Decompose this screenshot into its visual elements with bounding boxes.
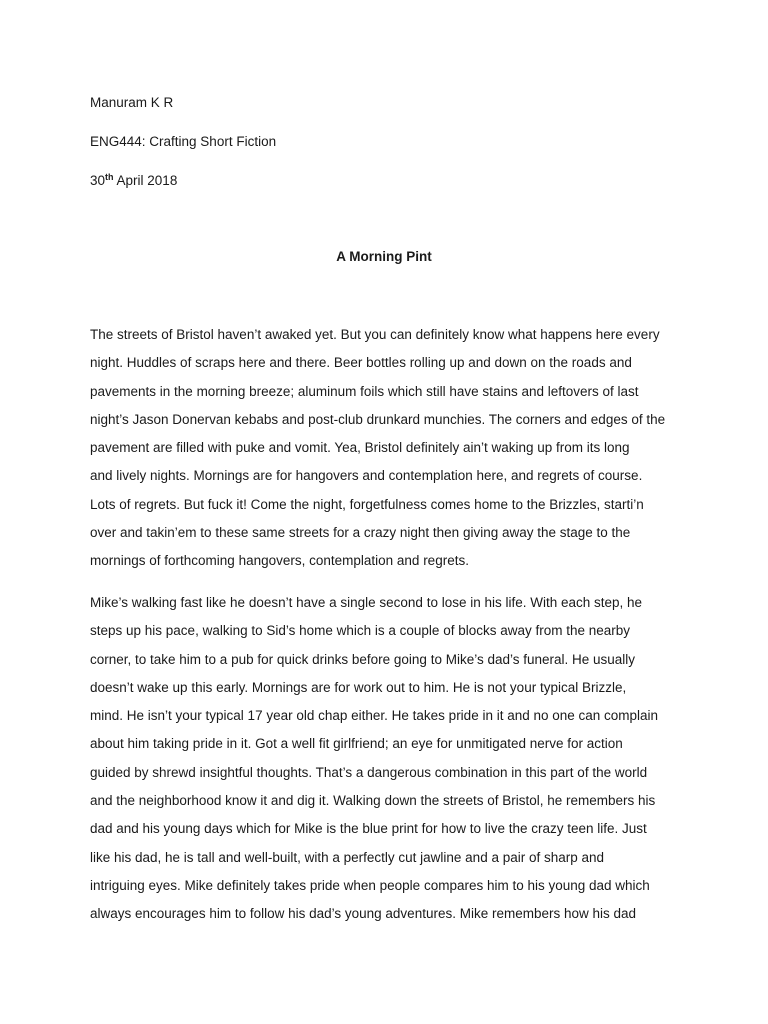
paragraph-2 [90, 589, 658, 929]
text-line: night’s Jason Donervan kebabs and post-club drunkard munchies. The corners and edges of the [90, 411, 666, 427]
text-line: guided by shrewd insightful thoughts. That’s a dangerous combination in this part of the world [90, 764, 648, 780]
date-rest: April 2018 [113, 173, 178, 188]
text-line: Lots of regrets. But fuck it! Come the night, forgetfulness comes home to the Brizzles, starti’n [90, 496, 644, 512]
text-line: always encourages him to follow his dad’s young adventures. Mike remembers how his dad [90, 906, 637, 922]
course-title: ENG444: Crafting Short Fiction [90, 134, 277, 149]
date-day: 30 [90, 173, 106, 188]
text-line: about him taking pride in it. Got a well fit girlfriend; an eye for unmitigated nerve for action [90, 736, 623, 752]
document-date [90, 172, 177, 190]
text-line: night. Huddles of scraps here and there. Beer bottles rolling up and down on the roads and [90, 355, 632, 371]
text-line: pavement are filled with puke and vomit. Yea, Bristol definitely ain’t waking up from its long [90, 440, 630, 456]
date-suffix: th [105, 172, 114, 182]
author-name: Manuram K R [90, 95, 174, 110]
text-line: Mike’s walking fast like he doesn’t have a single second to lose in his life. With each step, he [90, 595, 643, 610]
text-line: The streets of Bristol haven’t awaked yet. But you can definitely know what happens here every [90, 327, 660, 342]
text-line: dad and his young days which for Mike is the blue print for how to live the crazy teen life. Just [90, 821, 647, 837]
text-line: pavements in the morning breeze; aluminum foils which still have stains and leftovers of last [90, 383, 639, 399]
text-line: mornings of forthcoming hangovers, contemplation and regrets. [90, 553, 469, 569]
story-title: A Morning Pint [336, 249, 432, 264]
text-line: steps up his pace, walking to Sid’s home which is a couple of blocks away from the nearby [90, 623, 631, 639]
text-line: over and takin’em to these same streets for a crazy night then giving away the stage to the [90, 525, 631, 541]
text-line: and lively nights. Mornings are for hangovers and contemplation here, and regrets of course. [90, 468, 643, 484]
paragraph-1 [90, 321, 665, 576]
text-line: and the neighborhood know it and dig it. Walking down the streets of Bristol, he remembers his [90, 793, 656, 809]
text-line: like his dad, he is tall and well-built, with a perfectly cut jawline and a pair of sharp and [90, 849, 605, 865]
text-line: doesn’t wake up this early. Mornings are for work out to him. He is not your typical Brizzle, [90, 679, 627, 695]
text-line: corner, to take him to a pub for quick drinks before going to Mike’s dad’s funeral. He usually [90, 651, 636, 667]
text-line: mind. He isn’t your typical 17 year old chap either. He takes pride in it and no one can complain [90, 708, 659, 724]
text-line: intriguing eyes. Mike definitely takes pride when people compares him to his young dad which [90, 877, 650, 893]
